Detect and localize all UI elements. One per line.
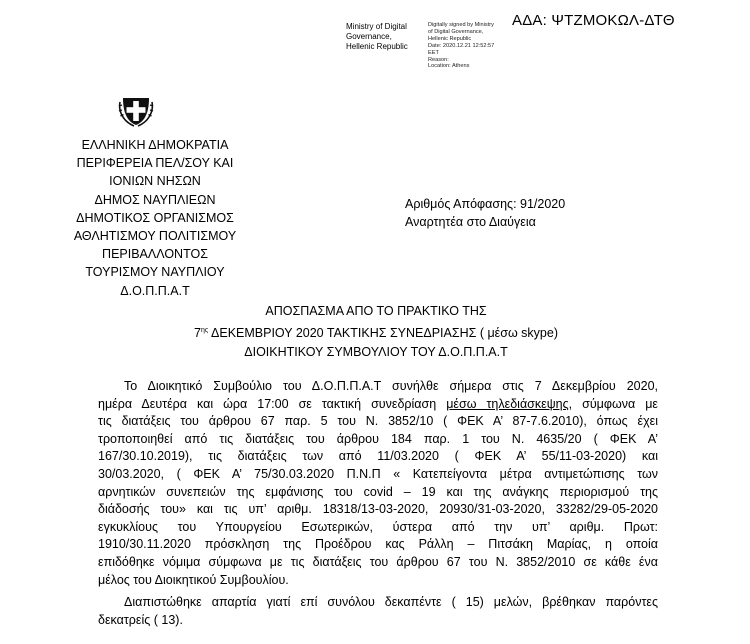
signature-line: Location: Athens xyxy=(428,63,470,70)
decision-number: Αριθμός Απόφασης: 91/2020 xyxy=(405,197,566,211)
signer-line: Ministry of Digital xyxy=(346,22,407,31)
body-line: δεκατρείς ( 13). xyxy=(98,612,183,627)
signer-line: Governance, xyxy=(346,32,392,41)
body-line: 167/30.10.2019), τις διατάξεις των από 11/03.2020 ( ΦΕΚ Α’ 55/11-03-2020) και xyxy=(98,449,658,464)
document-heading xyxy=(120,302,632,362)
body-line: Το Διοικητικό Συμβούλιο του Δ.Ο.Π.Π.Α.Τ συνήλθε σήμερα στις 7 Δεκεμβρίου 2020, xyxy=(124,379,658,393)
body-line: μέλος του Διοικητικού Συμβουλίου. xyxy=(98,572,289,587)
decision-info xyxy=(405,195,565,231)
body-line: διάδοσής του» και τις υπ’ αριθμ. 18318/13-03-2020, 20930/31-03-2020, 33282/29-05-2020 xyxy=(98,502,658,517)
org-line: ΔΗΜΟΣ ΝΑΥΠΛΙΕΩΝ xyxy=(94,192,216,207)
body-line: 1910/30.11.2020 πρόσκληση της Προέδρου κας Ράλλη – Πιτσάκη Μαρίας, η οποία xyxy=(98,537,658,552)
hellenic-emblem-icon xyxy=(118,92,154,128)
signature-line: Hellenic Republic xyxy=(428,35,472,42)
underlined-phrase: μέσω τηλεδιάσκεψης, xyxy=(446,396,573,411)
org-line: ΠΕΡΙΒΑΛΛΟΝΤΟΣ xyxy=(102,247,208,262)
body-line: τις διατάξεις του άρθρου 67 παρ. 5 του Ν. 3852/10 ( ΦΕΚ Α’ 87-7.6.2010), όπως έχει xyxy=(98,414,658,429)
signature-line: of Digital Governance, xyxy=(428,28,484,35)
signature-line: EET xyxy=(428,49,439,56)
signature-line: Reason: xyxy=(428,56,449,63)
heading-line-1: ΑΠΟΣΠΑΣΜΑ ΑΠΟ ΤΟ ΠΡΑΚΤΙΚΟ ΤΗΣ xyxy=(265,304,487,318)
minutes-body xyxy=(98,378,658,629)
signature-line: Date: 2020.12.21 12:52:57 xyxy=(428,42,495,49)
body-line xyxy=(98,396,658,414)
body-fragment: ημέρα Δευτέρα και ώρα 17:00 σε τακτική συνεδρίαση xyxy=(98,396,447,411)
posting-note: Αναρτητέα στο Διαύγεια xyxy=(405,215,536,230)
issuing-organization xyxy=(60,136,250,300)
body-line: επιδόθηκε νόμιμα σύμφωνα με τις διατάξεις του άρθρου 67 του Ν. 3852/2010 σε κάθε ένα xyxy=(98,554,658,569)
ada-code: ΑΔΑ: ΨΤΖΜΟΚΩΛ-ΔΤΘ xyxy=(512,12,675,29)
heading-line-3: ΔΙΟΙΚΗΤΙΚΟΥ ΣΥΜΒΟΥΛΙΟΥ ΤΟΥ Δ.Ο.Π.Π.Α.Τ xyxy=(244,345,508,359)
signer-line: Hellenic Republic xyxy=(346,42,408,51)
body-line: αρνητικών συνεπειών της εμφάνισης του covid – 19 και της ανάγκης περιορισμού της xyxy=(98,484,658,499)
body-line: εγκυκλίους του Υπουργείου Εσωτερικών, ύστερα από την υπ’ αριθμ. Πρωτ: xyxy=(98,519,658,534)
heading-session: ΔΕΚΕΜΒΡΙΟΥ 2020 ΤΑΚΤΙΚΗΣ ΣΥΝΕΔΡΙΑΣΗΣ ( μέσω skype) xyxy=(208,326,558,340)
heading-ordinal: ης xyxy=(200,327,209,334)
org-line: ΠΕΡΙΦΕΡΕΙΑ ΠΕΛ/ΣΟΥ ΚΑΙ xyxy=(76,156,234,171)
org-line: Δ.Ο.Π.Π.Α.Τ xyxy=(120,283,190,298)
signer-name xyxy=(346,22,408,52)
signature-line: Digitally signed by Ministry xyxy=(428,22,494,28)
heading-line-2 xyxy=(120,321,632,343)
body-line: Διαπιστώθηκε απαρτία γιατί επί συνόλου δεκαπέντε ( 15) μελών, βρέθηκαν παρόντες xyxy=(124,595,658,610)
org-line: ΙΟΝΙΩΝ ΝΗΣΩΝ xyxy=(109,174,201,189)
org-line: ΔΗΜΟΤΙΚΟΣ ΟΡΓΑΝΙΣΜΟΣ xyxy=(76,210,234,225)
body-fragment: σύμφωνα με xyxy=(572,396,658,411)
signature-details xyxy=(428,22,494,70)
body-line: τροποποιηθεί από τις διατάξεις του άρθρου 184 παρ. 1 του Ν. 4635/20 ( ΦΕΚ Α’ xyxy=(98,431,658,446)
heading-day: 7 xyxy=(193,326,201,340)
body-line: 30/03.2020, ( ΦΕΚ Α’ 75/30.03.2020 Π.Ν.Π « Κατεπείγοντα μέτρα αντιμετώπισης των xyxy=(98,466,658,481)
org-line: ΕΛΛΗΝΙΚΗ ΔΗΜΟΚΡΑΤΙΑ xyxy=(81,138,229,152)
org-line: ΑΘΛΗΤΙΣΜΟΥ ΠΟΛΙΤΙΣΜΟΥ xyxy=(73,229,237,244)
org-line: ΤΟΥΡΙΣΜΟΥ ΝΑΥΠΛΙΟΥ xyxy=(85,265,225,280)
